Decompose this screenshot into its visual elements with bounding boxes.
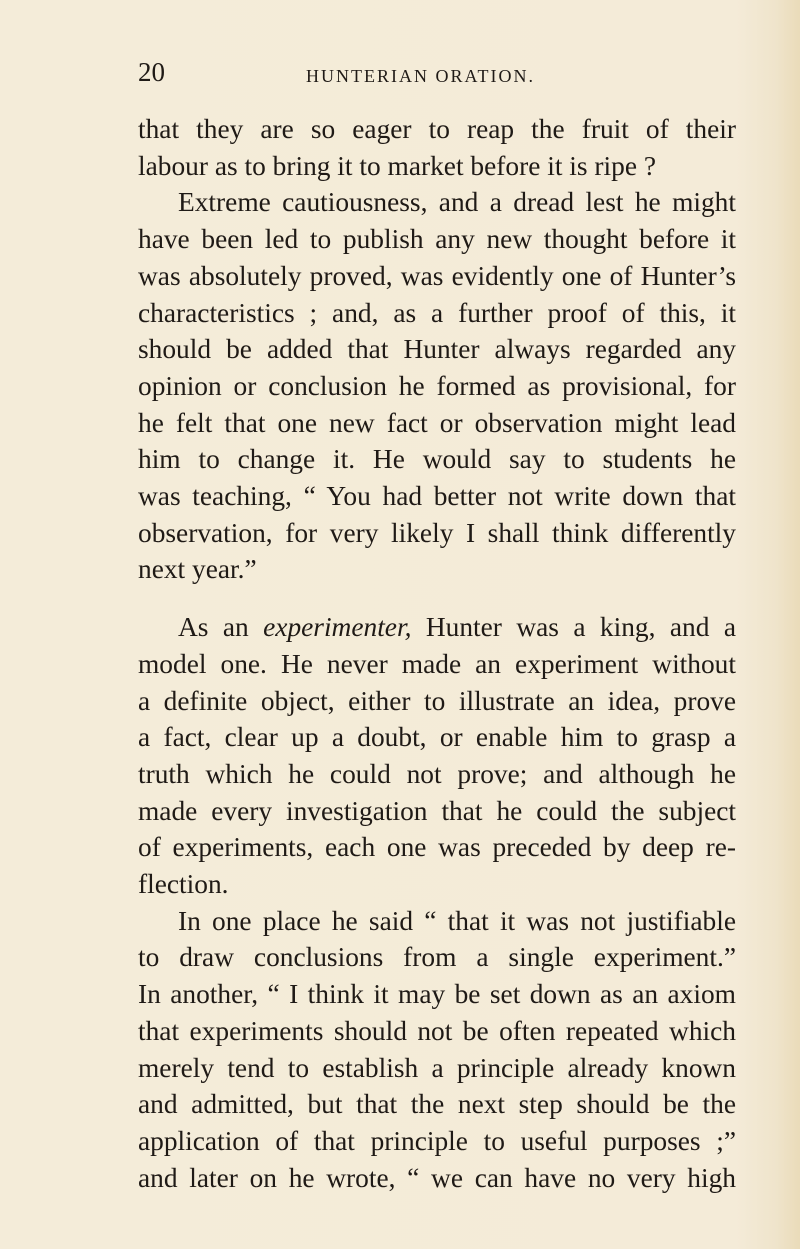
text-line: flection. [138,869,229,900]
text-line: Extreme cautiousness, and a dread lest he might [178,187,736,218]
paragraph-1 [138,111,736,184]
paragraph-3 [138,609,736,903]
text-line: labour as to bring it to market before it is ripe ? [138,150,656,181]
text-line: should be added that Hunter always regarded any [138,334,736,365]
text-line: have been led to publish any new thought before it [138,224,736,255]
text-line: model one. He never made an experiment without [138,648,736,679]
page-header [138,52,738,92]
text-line: application of that principle to useful purposes ;” [138,1125,736,1156]
text-line: opinion or conclusion he formed as provisional, for [138,370,736,401]
body-text [138,111,736,1196]
italic-term: experimenter, [263,612,412,643]
text-line: that experiments should not be often repeated which [138,1015,736,1046]
text-line: and later on he wrote, “ we can have no very high [138,1162,736,1193]
text-line: characteristics ; and, as a further proof of this, it [138,297,736,328]
text-line: to draw conclusions from a single experiment.” [138,942,736,973]
text-segment: As an [178,612,264,643]
text-line: made every investigation that he could the subject [138,795,736,826]
text-line: of experiments, each one was preceded by deep re- [138,832,736,863]
text-line: merely tend to establish a principle already known [138,1052,736,1083]
running-head: HUNTERIAN ORATION. [306,66,535,86]
text-line: a definite object, either to illustrate an idea, prove [138,685,736,716]
text-line: truth which he could not prove; and although he [138,758,736,789]
paragraph-2 [138,184,736,588]
paragraph-gap [138,588,736,609]
text-line: next year.” [138,554,257,585]
text-line: and admitted, but that the next step should be the [138,1089,736,1120]
page-number: 20 [138,57,165,87]
text-line: he felt that one new fact or observation might lead [138,407,736,438]
text-line: In one place he said “ that it was not justifiable [178,905,736,936]
text-line: was absolutely proved, was evidently one of Hunter’s [138,260,736,291]
text-line [138,609,736,646]
text-line: observation, for very likely I shall think differently [138,517,736,548]
text-line: him to change it. He would say to students he [138,444,736,475]
text-line: In another, “ I think it may be set down as an axiom [138,979,736,1010]
text-line: a fact, clear up a doubt, or enable him to grasp a [138,722,736,753]
text-line: was teaching, “ You had better not write down that [138,481,736,512]
text-line: that they are so eager to reap the fruit of their [138,114,736,144]
paragraph-4 [138,903,736,1197]
text-segment: Hunter was a king, and a [411,612,736,643]
